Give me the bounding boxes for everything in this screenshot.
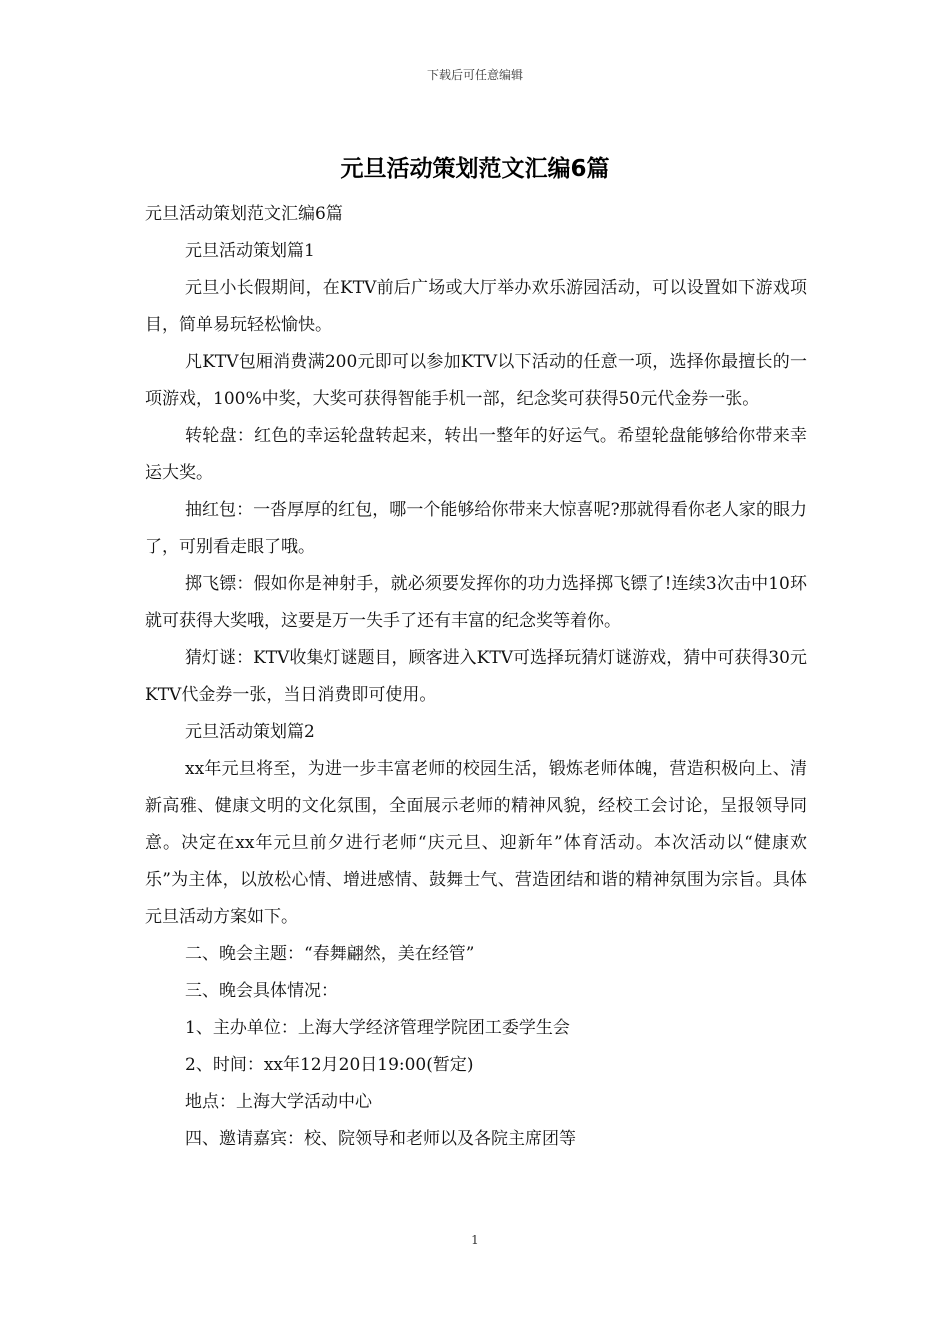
paragraph: 元旦活动策划篇1 [185,241,315,261]
paragraph: 元旦活动策划篇2 [185,722,315,742]
paragraph: 抽红包：一沓厚厚的红包，哪一个能够给你带来大惊喜呢?那就得看你老人家的眼力了，可别看走眼了哦。 [145,500,807,557]
paragraph: 转轮盘：红色的幸运轮盘转起来，转出一整年的好运气。希望轮盘能够给你带来幸运大奖。 [145,426,807,483]
document-title: 元旦活动策划范文汇编6篇 [340,156,610,182]
paragraph: 元旦活动策划范文汇编6篇 [145,204,343,224]
paragraph: 二、晚会主题：“春舞翩然，美在经管” [185,944,475,964]
paragraph: 凡KTV包厢消费满200元即可以参加KTV以下活动的任意一项，选择你最擅长的一项游戏，100%中奖，大奖可获得智能手机一部，纪念奖可获得50元代金券一张。 [145,352,807,409]
paragraph: xx年元旦将至，为进一步丰富老师的校园生活，锻炼老师体魄，营造积极向上、清新高雅、健康文明的文化氛围，全面展示老师的精神风貌，经校工会讨论，呈报领导同意。决定在xx年元旦前夕进行老师“庆元旦、迎新年”体育活动。本次活动以“健康欢乐”为主体，以放松心情、增进感情、鼓舞士气、营造团结和谐的精神氛围为宗旨。具体元旦活动方案如下。 [145,759,807,927]
paragraph: 猜灯谜：KTV收集灯谜题目，顾客进入KTV可选择玩猜灯谜游戏，猜中可获得30元KTV代金券一张，当日消费即可使用。 [145,648,807,705]
page-number: 1 [471,1233,479,1247]
page-header-note: 下载后可任意编辑 [426,68,523,82]
paragraph: 地点：上海大学活动中心 [185,1092,372,1112]
paragraph: 1、主办单位：上海大学经济管理学院团工委学生会 [185,1018,570,1038]
paragraph: 2、时间：xx年12月20日19:00(暂定) [185,1055,474,1075]
document-body [145,196,807,1158]
paragraph: 元旦小长假期间，在KTV前后广场或大厅举办欢乐游园活动，可以设置如下游戏项目，简单易玩轻松愉快。 [145,278,807,335]
paragraph: 四、邀请嘉宾：校、院领导和老师以及各院主席团等 [185,1129,576,1149]
paragraph: 三、晚会具体情况： [185,981,338,1001]
paragraph: 掷飞镖：假如你是神射手，就必须要发挥你的功力选择掷飞镖了!连续3次击中10环就可获得大奖哦，这要是万一失手了还有丰富的纪念奖等着你。 [145,574,807,631]
